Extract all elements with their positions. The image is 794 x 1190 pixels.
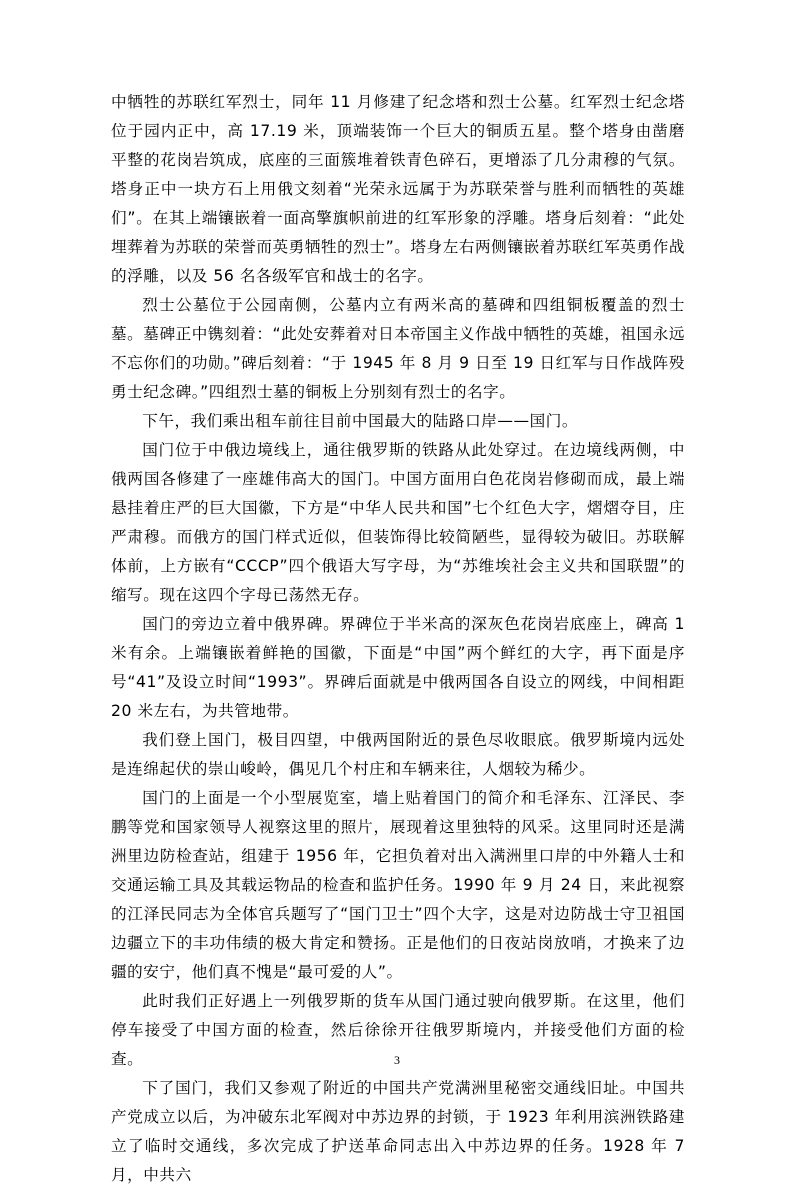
- paragraph-cemetery: 烈士公墓位于公园南侧，公墓内立有两米高的墓碑和四组铜板覆盖的烈士墓。墓碑正中镌刻着：“此处安葬着对日本帝国主义作战中牺牲的英雄，祖国永远不忘你们的功勋。”碑后刻着：“于 1945 年 8 月 9 日至 19 日红军与日作战阵殁勇士纪念碑。”四组烈士墓的铜板上分别刻有烈士的名字。: [111, 296, 685, 401]
- paragraph-national-gate: 国门位于中俄边境线上，通往俄罗斯的铁路从此处穿过。在边境线两侧，中俄两国各修建了一座雄伟高大的国门。中国方面用白色花岗岩修砌而成，最上端悬挂着庄严的巨大国徽，下方是“中华人民共和国”七个红色大字，熠熠夺目，庄严肃穆。而俄方的国门样式近似，但装饰得比较简陋些，显得较为破旧。苏联解体前，上方嵌有“CCCP”四个俄语大写字母，为“苏维埃社会主义共和国联盟”的缩写。现在这四个字母已荡然无存。: [111, 441, 685, 604]
- page-number: 3: [394, 1053, 400, 1067]
- paragraph-memorial-tower: 中牺牲的苏联红军烈士，同年 11 月修建了纪念塔和烈士公墓。红军烈士纪念塔位于园内正中，高 17.19 米，顶端装饰一个巨大的铜质五星。整个塔身由凿磨平整的花岗岩筑成，底座的三面簇堆着铁青色碎石，更增添了几分肃穆的气氛。塔身正中一块方石上用俄文刻着“光荣永远属于为苏联荣誉与胜利而牺牲的英雄们”。在其上端镶嵌着一面高擎旗帜前进的红军形象的浮雕。塔身后刻着：“此处埋葬着为苏联的荣誉而英勇牺牲的烈士”。塔身左右两侧镶嵌着苏联红军英勇作战的浮雕，以及 56 名各级军官和战士的名字。: [111, 93, 685, 285]
- paragraph-view-from-gate: 我们登上国门，极目四望，中俄两国附近的景色尽收眼底。俄罗斯境内远处是连绵起伏的崇山峻岭，偶见几个村庄和车辆来往，人烟较为稀少。: [111, 731, 685, 778]
- paragraph-exhibition-room: 国门的上面是一个小型展览室，墙上贴着国门的简介和毛泽东、江泽民、李鹏等党和国家领导人视察这里的照片，展现着这里独特的风采。这里同时还是满洲里边防检查站，组建于 1956 年，它担负着对出入满洲里口岸的中外籍人士和交通运输工具及其载运物品的检查和监护任务。1990 年 9 月 24 日，来此视察的江泽民同志为全体官兵题写了“国门卫士”四个大字，这是对边防战士守卫祖国边疆立下的丰功伟绩的极大肯定和赞扬。正是他们的日夜站岗放哨，才换来了边疆的安宁，他们真不愧是“最可爱的人”。: [111, 789, 685, 981]
- document-body: [111, 88, 685, 1190]
- paragraph-boundary-marker: 国门的旁边立着中俄界碑。界碑位于半米高的深灰色花岗岩底座上，碑高 1 米有余。上端镶嵌着鲜艳的国徽，下面是“中国”两个鲜红的大字，再下面是序号“41”及设立时间“1993”。界碑后面就是中俄两国各自设立的网线，中间相距 20 米左右，为共管地带。: [111, 615, 685, 720]
- paragraph-freight-train: 此时我们正好遇上一列俄罗斯的货车从国门通过驶向俄罗斯。在这里，他们停车接受了中国方面的检查，然后徐徐开往俄罗斯境内，并接受他们方面的检查。: [111, 992, 685, 1068]
- paragraph-secret-route: 下了国门，我们又参观了附近的中国共产党满洲里秘密交通线旧址。中国共产党成立以后，为冲破东北军阀对中苏边界的封锁，于 1923 年利用滨洲铁路建立了临时交通线，多次完成了护送革命同志出入中苏边界的任务。1928 年 7 月，中共六: [111, 1079, 685, 1184]
- paragraph-afternoon-trip: 下午，我们乘出租车前往目前中国最大的陆路口岸——国门。: [142, 412, 579, 430]
